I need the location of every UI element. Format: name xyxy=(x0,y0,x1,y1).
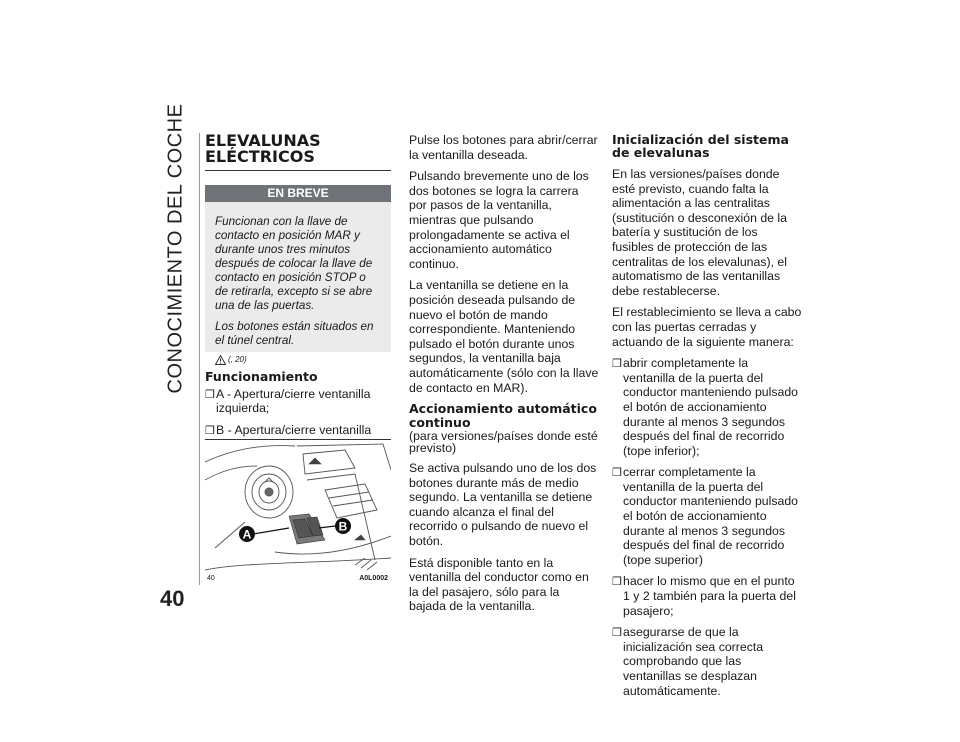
paragraph: El restablecimiento se lleva a cabo con las puertas cerradas y actuando de la siguiente manera: xyxy=(612,305,802,349)
summary-reference: (, 20) xyxy=(215,353,381,367)
paragraph: Se activa pulsando uno de los dos botones durante más de medio segundo. La ventanilla se detiene cuando alcanza el final del recorrido o pulsando de nuevo el botón. xyxy=(409,461,597,549)
checkbox-bullet-icon: ❒ xyxy=(612,627,622,640)
figure-number: 40 xyxy=(207,575,215,582)
chapter-side-title: CONOCIMIENTO DEL COCHE xyxy=(164,103,187,393)
summary-paragraph: Funcionan con la llave de contacto en posición MAR y durante unos tres minutos después de colocar la llave de contacto en posición STOP o de retirarla, excepto si se abre una de las puertas. xyxy=(215,215,373,312)
summary-header: EN BREVE xyxy=(205,185,391,202)
subsection-title: Funcionamiento xyxy=(205,369,318,384)
callout-b-label: B xyxy=(338,519,348,534)
checkbox-bullet-icon: ❒ xyxy=(205,424,215,437)
paragraph: La ventanilla se detiene en la posición deseada pulsando de nuevo el botón de mando correspondiente. Manteniendo pulsado el botón durante unos segundos, la ventanilla baja automáticamente (sólo con la llave de contacto en MAR). xyxy=(409,278,599,395)
list-item: ❒ cerrar completamente la ventanilla de la puerta del conductor manteniendo pulsado el botón de accionamiento durante al menos 3 segundos después del final de recorrido (tope superior) xyxy=(612,465,799,567)
list-item: ❒ asegurarse de que la inicialización sea correcta comprobando que las ventanillas se desplazan automáticamente. xyxy=(612,625,764,698)
section-title: ELEVALUNAS ELÉCTRICOS xyxy=(205,133,391,171)
window-switch-figure xyxy=(205,439,391,582)
column-2 xyxy=(409,133,599,621)
paragraph: Está disponible tanto en la ventanilla del conductor como en la del pasajero, sólo para la bajada de la ventanilla. xyxy=(409,555,589,614)
checkbox-bullet-icon: ❒ xyxy=(612,467,622,480)
paragraph: Pulse los botones para abrir/cerrar la ventanilla deseada. xyxy=(409,133,598,162)
summary-paragraph: Los botones están situados en el túnel central. xyxy=(215,320,374,347)
list-item: ❒ B - Apertura/cierre ventanilla xyxy=(205,422,372,437)
list-item: ❒ abrir completamente la ventanilla de la puerta del conductor manteniendo pulsado el botón de accionamiento durante al menos 3 segundos después del final de recorrido (tope inferior); xyxy=(612,356,799,458)
figure-code: A0L0002 xyxy=(359,575,388,582)
column-3 xyxy=(612,133,802,705)
console-illustration xyxy=(205,440,391,582)
callout-a-label: A xyxy=(242,527,252,542)
summary-body xyxy=(205,202,391,367)
checkbox-bullet-icon: ❒ xyxy=(205,388,215,401)
section-title: Inicialización del sistema de elevalunas xyxy=(612,132,789,160)
paragraph: Pulsando brevemente uno de los dos botones se logra la carrera por pasos de la ventanilla, mientras que pulsando prolongadamente se activa el accionamiento automático continuo. xyxy=(409,169,589,271)
page-number: 40 xyxy=(160,586,185,611)
note: (para versiones/países donde esté previsto) xyxy=(409,429,598,456)
checkbox-bullet-icon: ❒ xyxy=(612,576,622,589)
paragraph: En las versiones/países donde esté previsto, cuando falta la alimentación a las centralitas (sustitución o desconexión de la batería y sustitución de los fusibles de protección de las centralitas de los elevalunas), el automatismo de las ventanillas debe restablecerse. xyxy=(612,167,787,298)
list-item: ❒ hacer lo mismo que en el punto 1 y 2 también para la puerta del pasajero; xyxy=(612,574,796,618)
column-1 xyxy=(205,133,391,459)
checkbox-bullet-icon: ❒ xyxy=(612,358,622,371)
subsection-title: Accionamiento automático continuo xyxy=(409,401,597,431)
column-divider xyxy=(199,133,200,585)
summary-box xyxy=(205,185,391,364)
warning-icon xyxy=(215,355,226,365)
list-item: ❒ A - Apertura/cierre ventanilla izquierda; xyxy=(205,386,371,416)
